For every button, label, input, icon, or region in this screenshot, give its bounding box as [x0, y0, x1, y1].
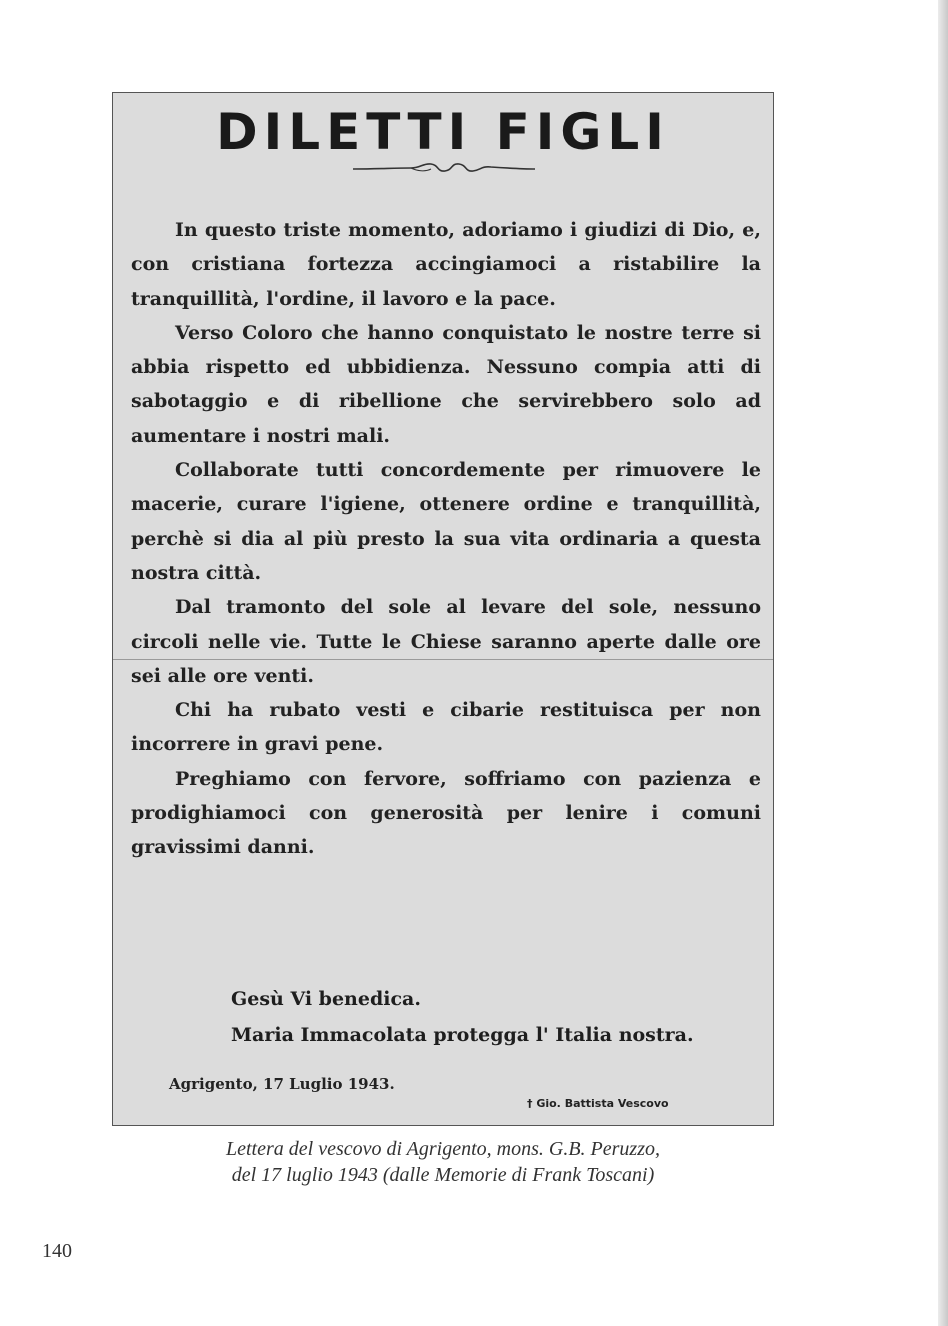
paragraph-3: Collaborate tutti concordemente per rimuovere le macerie, curare l'igiene, ottenere ordine e tranquillità, perchè si dia al più presto la sua vita ordinaria a questa nostra città. [131, 459, 761, 584]
paragraph-6: Preghiamo con fervore, soffriamo con pazienza e prodighiamoci con generosità per lenire i comuni gravissimi danni. [131, 767, 761, 859]
figure-caption [112, 1136, 774, 1188]
poster-body [131, 213, 761, 865]
paragraph-4: Dal tramonto del sole al levare del sole, nessuno circoli nelle vie. Tutte le Chiese saranno aperte dalle ore sei alle ore venti. [131, 596, 761, 687]
poster-title: DILETTI FIGLI [216, 103, 670, 161]
place-date: Agrigento, 17 Luglio 1943. [169, 1075, 395, 1093]
signature: † Gio. Battista Vescovo [527, 1097, 669, 1110]
caption-line-1: Lettera del vescovo di Agrigento, mons. G.B. Peruzzo, [225, 1138, 660, 1160]
paragraph-5: Chi ha rubato vesti e cibarie restituisca per non incorrere in gravi pene. [131, 699, 761, 756]
blessing [231, 981, 694, 1053]
page-number: 140 [42, 1240, 72, 1262]
blessing-line-2: Maria Immacolata protegga l' Italia nostra. [231, 1024, 694, 1046]
caption-line-2: del 17 luglio 1943 (dalle Memorie di Frank Toscani) [231, 1164, 655, 1186]
blessing-line-1: Gesù Vi benedica. [231, 988, 421, 1010]
paragraph-1: In questo triste momento, adoriamo i giudizi di Dio, e, con cristiana fortezza accingiamoci a ristabilire la tranquillità, l'ordine, il lavoro e la pace. [131, 219, 761, 310]
poster-scan [112, 92, 774, 1126]
page-edge-shadow [938, 0, 948, 1326]
ornament-divider-icon [351, 157, 537, 179]
paragraph-2: Verso Coloro che hanno conquistato le nostre terre si abbia rispetto ed ubbidienza. Nessuno compia atti di sabotaggio e di ribellione che servirebbero solo ad aumentare i nostri mali. [131, 321, 761, 447]
